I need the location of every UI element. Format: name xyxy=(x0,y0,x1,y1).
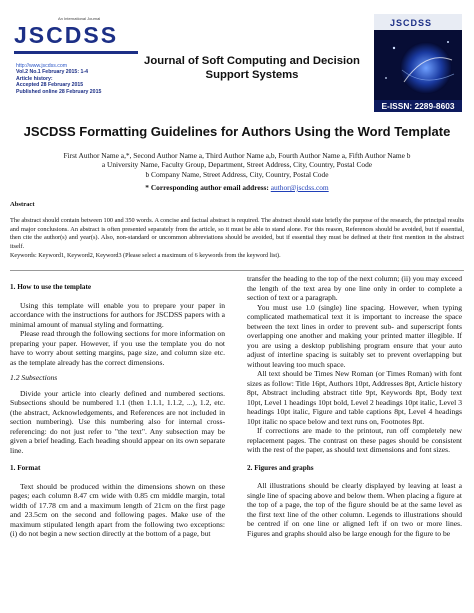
journal-title-line1: Journal of Soft Computing and Decision xyxy=(144,55,360,67)
corresponding-author xyxy=(0,183,474,192)
abstract-heading: Abstract xyxy=(10,201,35,208)
article-meta xyxy=(16,63,101,95)
logo-text: JSCDSS xyxy=(14,22,119,48)
paragraph: If corrections are made to the printout, run off completely new replacement pages. The contrast on these pages should be consistent with the rest of the paper, as should text dimensions and font sizes. xyxy=(247,426,462,454)
paragraph: Please read through the following sections for more information on preparing your paper. However, if you use the template you do not have to worry about setting margins, page size, and column size etc. as the template already has the correct dimensions. xyxy=(10,329,225,367)
right-column xyxy=(247,274,462,538)
history-label: Article history: xyxy=(16,75,53,82)
affiliation-a: a University Name, Faculty Group, Department, Street Address, City, Country, Postal Code xyxy=(101,160,373,170)
left-column xyxy=(10,274,225,539)
volume-info: Vol.2 No.1 February 2015: 1-4 xyxy=(16,69,88,76)
author-block xyxy=(0,151,474,179)
affiliation-b: b Company Name, Street Address, City, Country, Postal Code xyxy=(145,169,329,179)
journal-logo xyxy=(10,14,142,58)
section-heading: 2. Figures and graphs xyxy=(247,463,314,472)
logo-underline xyxy=(14,51,138,54)
keywords: Keywords: Keyword1, Keyword2, Keyword3 (Please select a maximum of 6 keywords from the keyword list). xyxy=(10,253,281,259)
authors-line: First Author Name a,*, Second Author Name a, Third Author Name a,b, Fourth Author Name a, Fifth Author Name b xyxy=(63,151,411,160)
paragraph: All text should be Times New Roman (or Times Roman) with font sizes as follow: Title 16pt, Authors 10pt, Addresses 8pt, Article history 8pt, Abstract including abstract title 9pt, Keywords 8pt, Body text 10pt, Level 1 headings 10pt bold, Level 2 headings 10pt italic, Level 3 headings 10pt italic, Figure and table captions 8pt, Level 4 headings 10pt italic no space below and text runs on, Footnotes 8pt. xyxy=(247,369,462,426)
published-date: Published online 28 February 2015 xyxy=(16,88,102,95)
paragraph: All illustrations should be clearly displayed by leaving at least a single line of spacing above and below them. When placing a figure at the top of a page, the top of the figure should be at the same level as the first text line of the other column. Legends to illustrations should be centred if on one line or aligned left if on two or more lines. Figures and graphs should also be large enough for the figure to be xyxy=(247,481,462,538)
subsection-heading: 1.2 Subsections xyxy=(10,373,58,382)
journal-header xyxy=(10,14,462,112)
paragraph: You must use 1.0 (single) line spacing. However, when typing complicated mathematical text it is important to increase the space between the text lines in order to prevent sub- and superscript fonts overlapping one another and making your printed matter illegible. If you are using a desktop publishing program ensure that your auto adjust of interline spacing is suitably set to prevent overlapping but without leaving too much space. xyxy=(247,302,462,369)
globe-graphic xyxy=(374,30,462,100)
logo-tagline: An International Journal xyxy=(58,16,101,21)
paragraph: Divide your article into clearly defined and numbered sections. Subsections should be numbered 1.1 (then 1.1.1, 1.1.2, ...), 1.2, etc. (the abstract, Acknowledgements, and References are not included in section numbering). Use this numbering also for internal cross-referencing: do not just refer to "the text". Any subsection may be given a brief heading. Each heading should appear on its own separate line. xyxy=(10,388,225,455)
accepted-date: Accepted 28 February 2015 xyxy=(16,82,84,89)
section-heading: 1. How to use the template xyxy=(10,283,92,291)
corr-label: * Corresponding author email address: xyxy=(145,183,269,192)
abstract-text: The abstract should contain between 100 and 350 words. A concise and factual abstract is required. The abstract should state briefly the purpose of the research, the principal results and major conclusions. An abstract is often presented separately from the article, so it must be able to stand alone. For this reason, References should be avoided, but if essential, then cite the author(s) and year(s). Also, non-standard or uncommon abbreviations should be avoided, but if essential they must be defined at their first mention in the abstract itself. xyxy=(10,217,464,250)
issn-badge: E-ISSN: 2289-8603 xyxy=(374,100,462,112)
journal-cover-image xyxy=(374,14,462,100)
section-heading: 1. Format xyxy=(10,464,41,472)
paragraph: Text should be produced within the dimensions shown on these pages; each column 8.47 cm wide with 0.85 cm middle margin, total width of 17.78 cm and a maximum length of 21cm on the first page and 23.5cm on the second and following pages. Make use of the maximum stipulated length apart from the following two exceptions: (i) do not begin a new section directly at the bottom of a page, but xyxy=(10,481,225,538)
corr-email-link[interactable]: author@jscdss.com xyxy=(270,183,329,192)
journal-title xyxy=(142,54,362,82)
divider xyxy=(10,270,464,271)
journal-title-line2: Support Systems xyxy=(205,69,299,81)
paper-title: JSCDSS Formatting Guidelines for Authors Using the Word Template xyxy=(23,124,451,139)
journal-url[interactable]: http://www.jscdss.com xyxy=(16,63,68,69)
cover-logo: JSCDSS xyxy=(390,18,433,28)
paragraph: transfer the heading to the top of the next column; (ii) you may exceed the length of the text area by one line only in order to complete a section of text or a paragraph. xyxy=(247,274,462,302)
paragraph: Using this template will enable you to prepare your paper in accordance with the instructions for authors for JSCDSS papers with a minimal amount of manual styling and formatting. xyxy=(10,300,225,329)
